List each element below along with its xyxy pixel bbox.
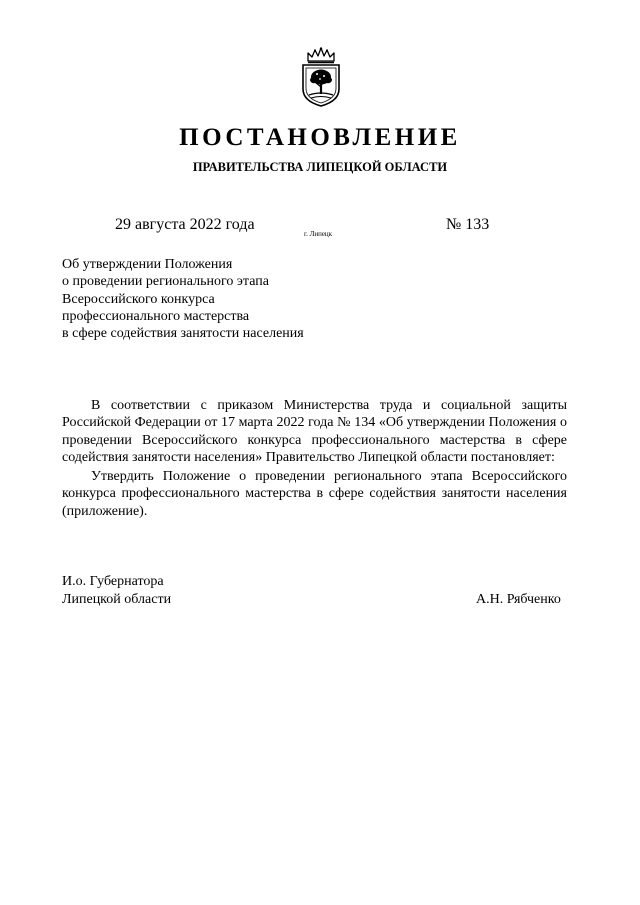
document-subject: [62, 256, 362, 342]
document-body: [62, 397, 567, 520]
subject-line: Всероссийского конкурса: [62, 291, 215, 307]
signatory-position-line: И.о. Губернатора: [62, 574, 164, 589]
body-paragraph: Утвердить Положение о проведении регионального этапа Всероссийского конкурса профессионального мастерства в сфере содействия занятости населения (приложение).: [62, 469, 567, 519]
subject-line: Об утверждении Положения: [62, 257, 233, 272]
body-paragraph: В соответствии с приказом Министерства труда и социальной защиты Российской Федерации от 17 марта 2022 года № 134 «Об утверждении Положения о проведении Всероссийского конкурса профессионального мастерства в сфере содействия занятости населения» Правительство Липецкой области постановляет:: [62, 398, 567, 465]
issuing-authority: ПРАВИТЕЛЬСТВА ЛИПЕЦКОЙ ОБЛАСТИ: [192, 160, 448, 174]
subject-line: о проведении регионального этапа: [62, 274, 269, 290]
document-city: г. Липецк: [304, 230, 333, 238]
subject-line: профессионального мастерства: [62, 308, 250, 324]
signatory-position: [62, 573, 171, 609]
subject-line: в сфере содействия занятости населения: [62, 326, 304, 342]
document-date: 29 августа 2022 года: [115, 216, 255, 233]
signatory-name: А.Н. Рябченко: [476, 592, 561, 607]
coat-of-arms-icon: [300, 47, 342, 107]
document-number: № 133: [446, 216, 490, 233]
document-title: ПОСТАНОВЛЕНИЕ: [179, 124, 461, 151]
signatory-position-line: Липецкой области: [62, 592, 172, 607]
